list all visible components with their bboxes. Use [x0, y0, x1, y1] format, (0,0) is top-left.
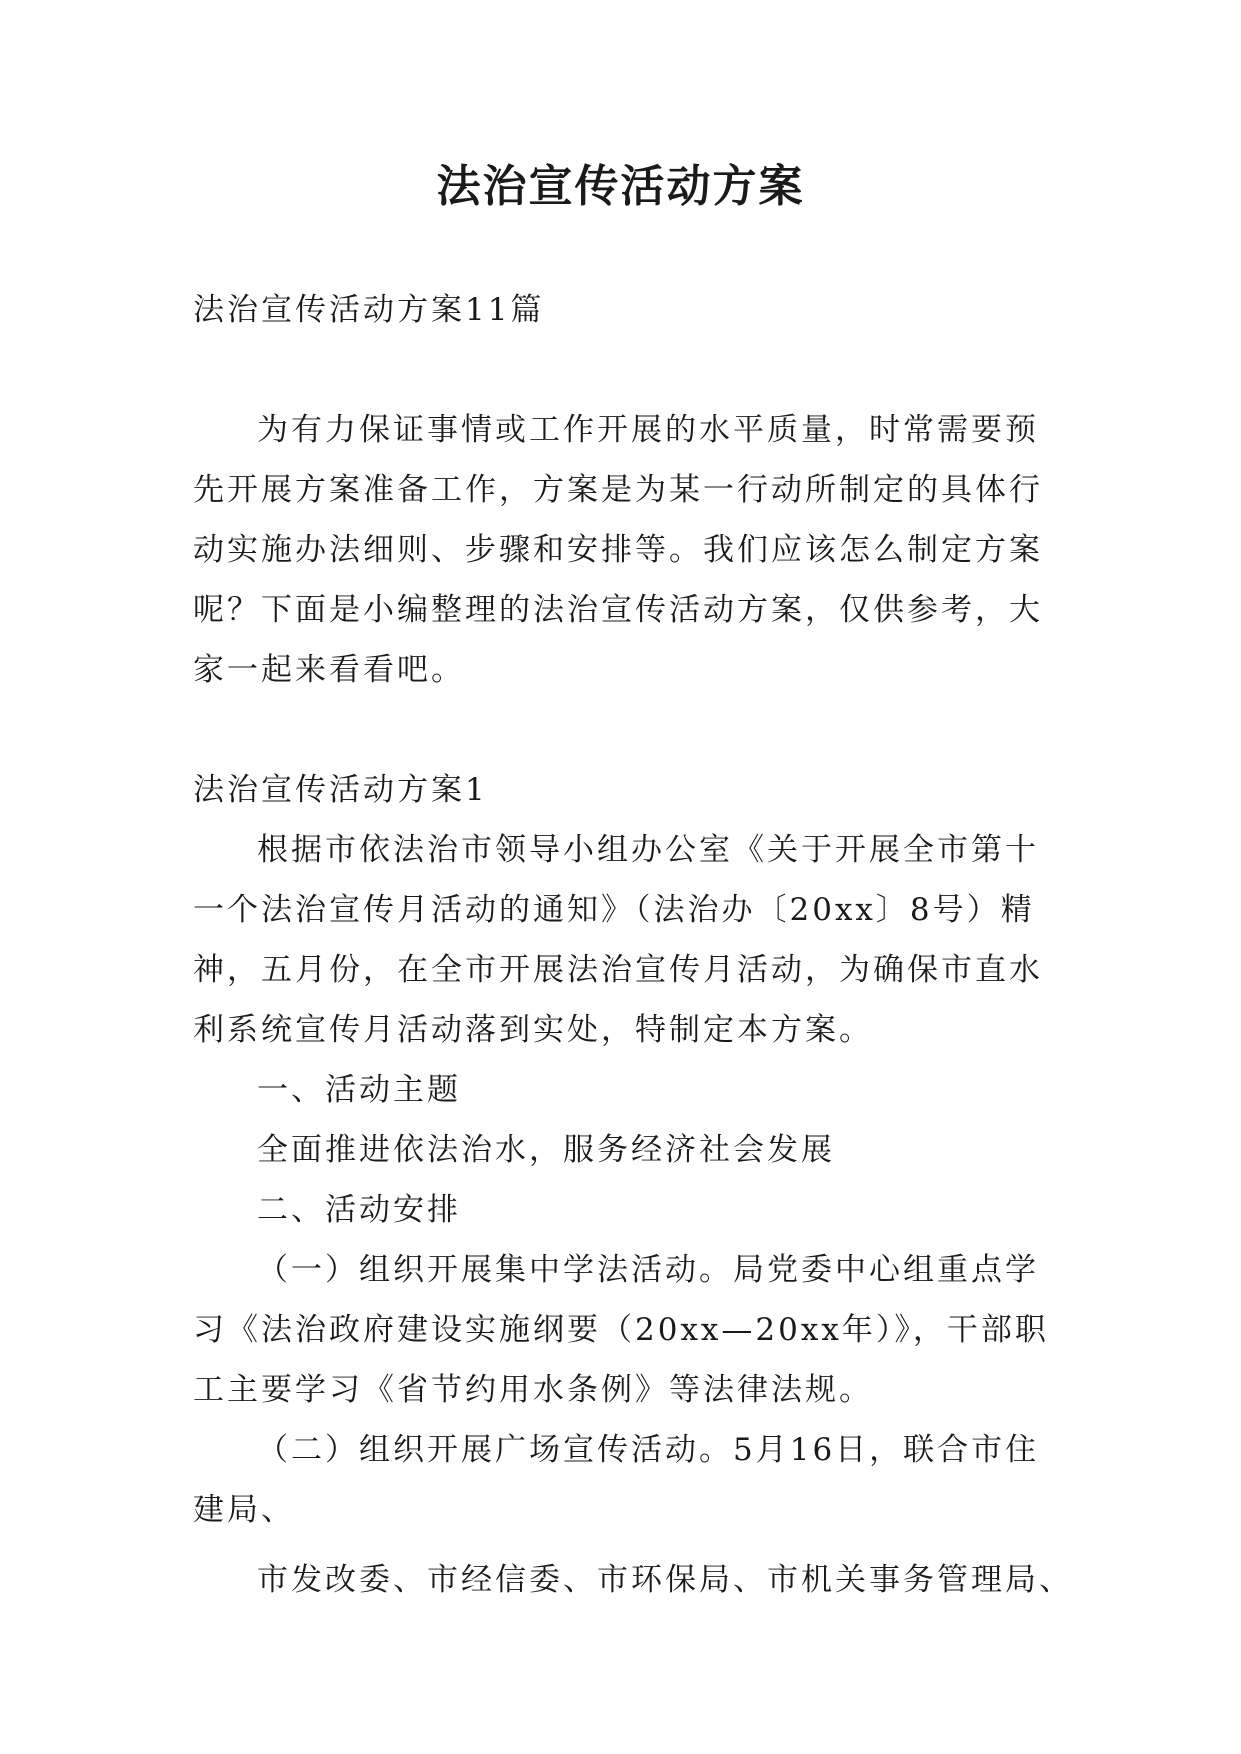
section-paragraph: 根据市依法治市领导小组办公室《关于开展全市第十一个法治宣传月活动的通知》（法治办〔20xx〕8号）精神，五月份，在全市开展法治宣传月活动，为确保市直水利系统宣传月活动落到实处，特制定本方案。	[193, 832, 1043, 1048]
section-heading: 法治宣传活动方案1	[193, 772, 488, 808]
document-title: 法治宣传活动方案	[436, 161, 805, 212]
arrangement-subitem-2: （二）组织开展广场宣传活动。5月16日，联合市住建局、	[193, 1432, 1040, 1528]
arrangement-subitem-2-continued: 市发改委、市经信委、市环保局、市机关事务管理局、	[257, 1562, 1073, 1598]
document-subtitle: 法治宣传活动方案11篇	[193, 292, 545, 328]
document-body	[193, 280, 1073, 1610]
item-heading-theme: 一、活动主题	[257, 1072, 461, 1108]
intro-paragraph: 为有力保证事情或工作开展的水平质量，时常需要预先开展方案准备工作，方案是为某一行动所制定的具体行动实施办法细则、步骤和安排等。我们应该怎么制定方案呢？下面是小编整理的法治宣传活动方案，仅供参考，大家一起来看看吧。	[193, 412, 1043, 688]
item-heading-arrangement: 二、活动安排	[257, 1192, 461, 1228]
item-text-theme: 全面推进依法治水，服务经济社会发展	[257, 1132, 835, 1168]
arrangement-subitem-1: （一）组织开展集中学法活动。局党委中心组重点学习《法治政府建设实施纲要（20xx—20xx年）》，干部职工主要学习《省节约用水条例》等法律法规。	[193, 1252, 1049, 1408]
